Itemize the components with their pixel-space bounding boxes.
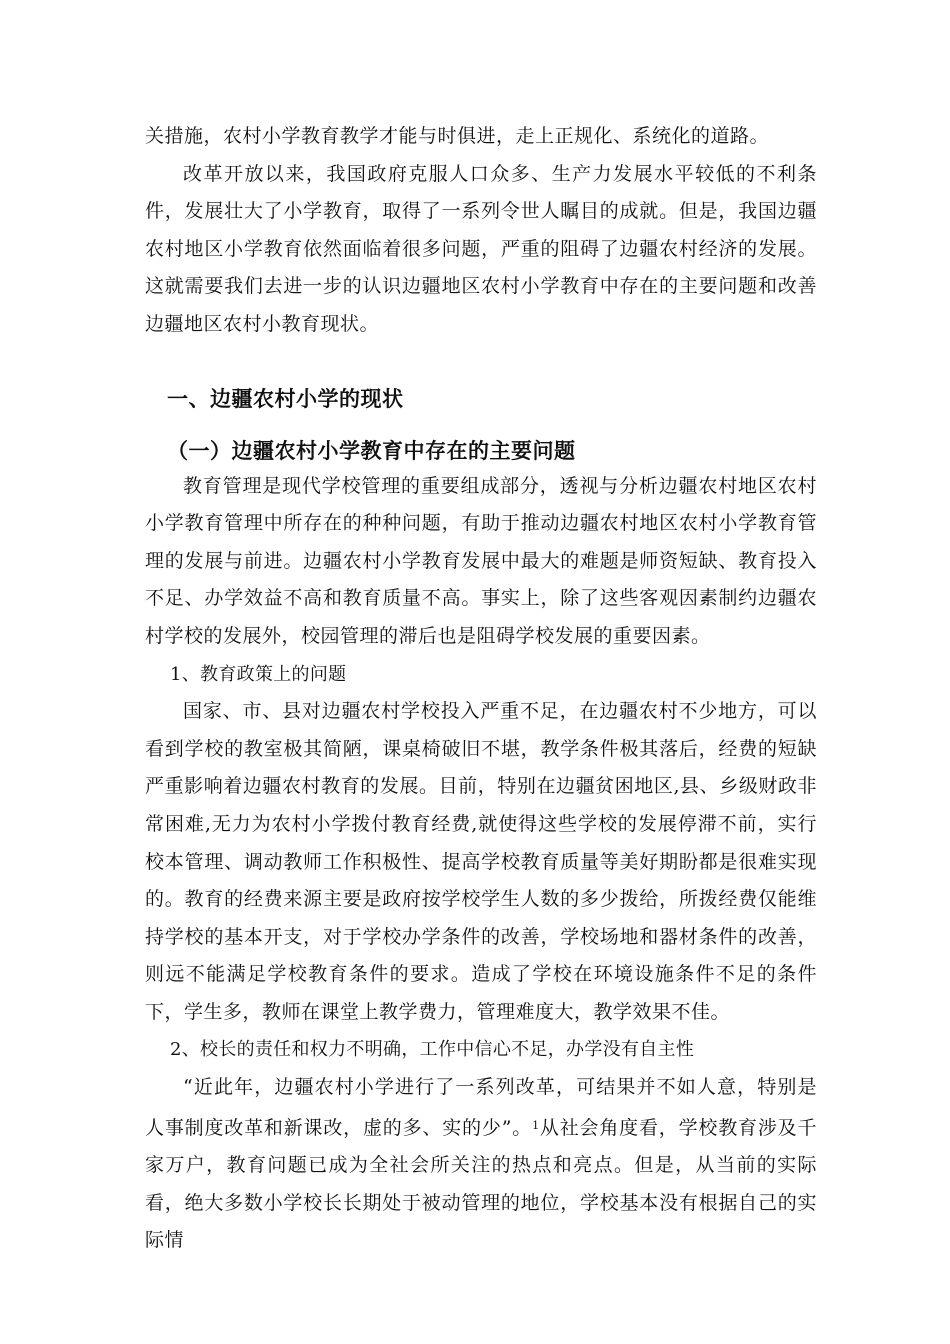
spacer <box>145 414 817 436</box>
footnote-marker: 1 <box>532 1118 540 1132</box>
paragraph-principal <box>145 1069 817 1260</box>
quote-text: “近此年，边疆农村小学进行了一系列改革，可结果并不如人意，特别是人事制度改革和新课改，虚的多、实的少”。 <box>145 1076 817 1139</box>
paragraph-policy: 国家、市、县对边疆农村学校投入严重不足，在边疆农村不少地方，可以看到学校的教室极其简陋，课桌椅破旧不堪，教学条件极其落后，经费的短缺严重影响着边疆农村教育的发展。目前，特别在边疆贫困地区,县、乡级财政非常困难,无力为农村小学拨付教育经费,就使得这些学校的发展停滞不前，实行校本管理、调动教师工作积极性、提高学校教育质量等美好期盼都是很难实现的。教育的经费来源主要是政府按学校学生人数的多少拨给，所拨经费仅能维持学校的基本开支，对于学校办学条件的改善，学校场地和器材条件的改善，则远不能满足学校教育条件的要求。造成了学校在环境设施条件不足的条件下，学生多，教师在课堂上教学费力，管理难度大，教学效果不佳。 <box>145 700 817 1023</box>
subtitle-policy: 1、教育政策上的问题 <box>170 663 347 685</box>
paragraph-management: 教育管理是现代学校管理的重要组成部分，透视与分析边疆农村地区农村小学教育管理中所存在的种种问题，有助于推动边疆农村地区农村小学教育管理的发展与前进。边疆农村小学教育发展中最大的难题是师资短缺、教育投入不足、办学效益不高和教育质量不高。事实上，除了这些客观因素制约边疆农村学校的发展外，校园管理的滞后也是阻碍学校发展的重要因素。 <box>145 474 817 647</box>
paragraph-principal-rest: 从社会角度看，学校教育涉及千家万户，教育问题已成为全社会所关注的热点和亮点。但是，从当前的实际看，绝大多数小学校长长期处于被动管理的地位，学校基本没有根据自己的实际情 <box>145 1116 817 1252</box>
section-heading-1: 一、边疆农村小学的现状 <box>167 386 404 411</box>
subtitle-principal: 2、校长的责任和权力不明确，工作中信心不足，办学没有自主性 <box>170 1039 695 1061</box>
paragraph-reform: 改革开放以来，我国政府克服人口众多、生产力发展水平较低的不利条件，发展壮大了小学教育，取得了一系列令世人瞩目的成就。但是，我国边疆农村地区小学教育依然面临着很多问题，严重的阻碍了边疆农村经济的发展。这就需要我们去进一步的认识边疆地区农村小学教育中存在的主要问题和改善边疆地区农村小教育现状。 <box>145 162 817 335</box>
paragraph-intro-continuation: 关措施，农村小学教育教学才能与时俱进，走上正规化、系统化的道路。 <box>145 125 770 147</box>
subsection-heading-1: （一）边疆农村小学教育中存在的主要问题 <box>167 438 576 463</box>
document-page <box>145 118 817 1260</box>
spacer <box>145 344 817 384</box>
